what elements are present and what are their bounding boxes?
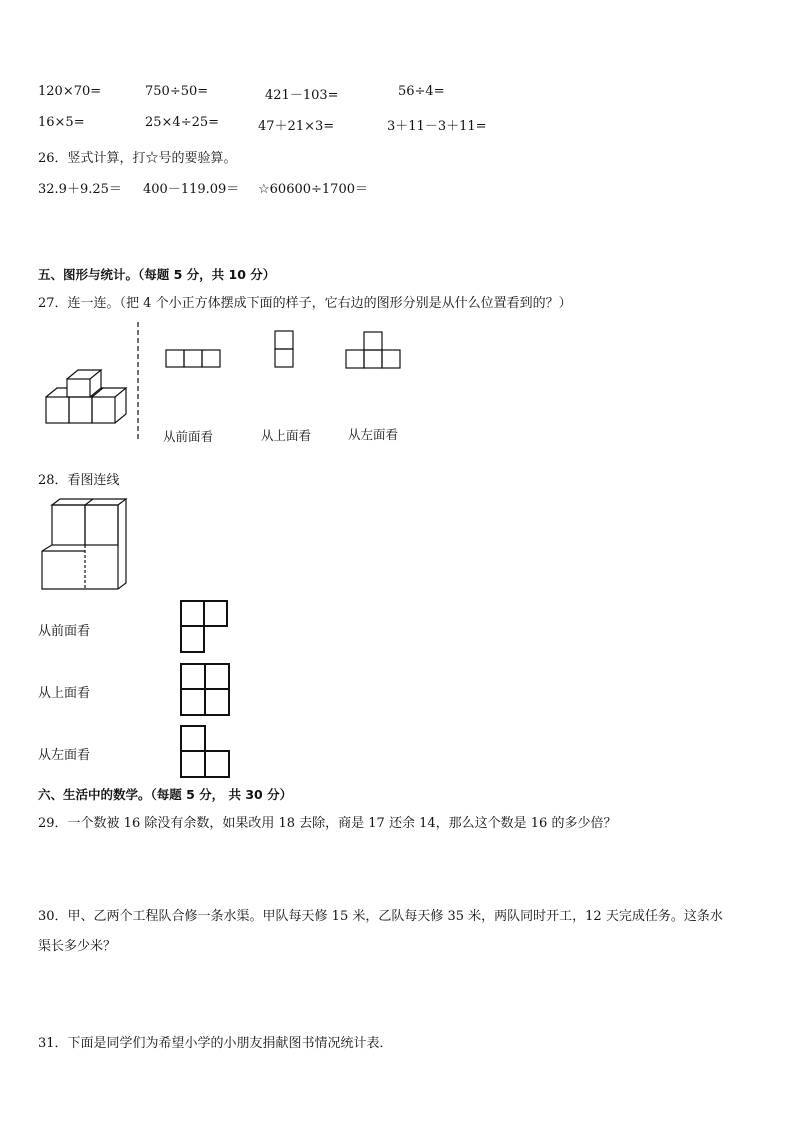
- calc-item: 16×5=: [38, 115, 85, 130]
- question-28-title: 28．看图连线: [38, 473, 120, 488]
- q27-label-left: 从左面看: [348, 427, 399, 442]
- q27-label-front: 从前面看: [163, 429, 214, 444]
- q28-view-b: [180, 663, 232, 717]
- question-30-line-2: 渠长多少米？: [38, 939, 117, 954]
- q27-view-t-shape: [345, 331, 405, 371]
- q28-solid-figure: [40, 497, 130, 593]
- calc-item: 56÷4=: [398, 84, 445, 99]
- divider-dashed-line: [137, 322, 141, 442]
- q28-label-left: 从左面看: [38, 748, 91, 763]
- vertical-calc-item: 32.9＋9.25＝: [38, 182, 122, 197]
- calc-item: 25×4÷25=: [145, 115, 220, 130]
- calc-item: 421－103=: [265, 88, 339, 103]
- calc-item: 750÷50=: [145, 84, 209, 99]
- question-29-text: 29．一个数被 16 除没有余数，如果改用 18 去除，商是 17 还余 14，那么这个数是 16 的多少倍？: [38, 816, 617, 831]
- calc-item: 3＋11－3＋11=: [387, 119, 487, 134]
- question-26-title: 26．竖式计算，打☆号的要验算。: [38, 151, 237, 166]
- question-27-title: 27．连一连。（把 4 个小正方体摆成下面的样子，它右边的图形分别是从什么位置看到的？）: [38, 296, 572, 311]
- q27-view-three-squares: [165, 349, 223, 369]
- calc-item: 47＋21×3=: [258, 119, 335, 134]
- calc-item: 120×70=: [38, 84, 102, 99]
- question-30-line-1: 30．甲、乙两个工程队合修一条水渠。甲队每天修 15 米，乙队每天修 35 米，两队同时开工，12 天完成任务。这条水: [38, 909, 723, 924]
- vertical-calc-item: ☆60600÷1700＝: [258, 182, 368, 197]
- section-5-heading: 五、图形与统计。（每题 5 分，共 10 分）: [38, 267, 276, 282]
- q27-view-two-stacked: [274, 330, 296, 370]
- q28-view-a: [180, 600, 230, 654]
- question-31-text: 31．下面是同学们为希望小学的小朋友捐献图书情况统计表．: [38, 1036, 393, 1051]
- q28-label-front: 从前面看: [38, 624, 91, 639]
- q28-view-c: [180, 725, 232, 779]
- q28-label-top: 从上面看: [38, 686, 91, 701]
- q27-label-top: 从上面看: [261, 428, 312, 443]
- q27-cube-stack-figure: [44, 368, 124, 426]
- section-6-heading: 六、生活中的数学。（每题 5 分， 共 30 分）: [38, 787, 293, 802]
- vertical-calc-item: 400－119.09＝: [143, 182, 240, 197]
